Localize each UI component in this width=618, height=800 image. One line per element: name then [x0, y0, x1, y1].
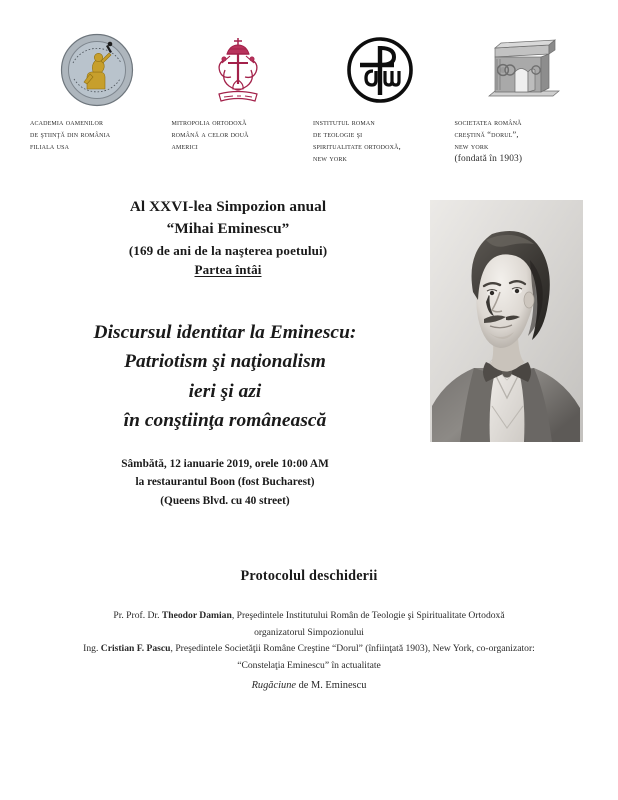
credit-role: “Constelaţia Eminescu” în actualitate	[237, 659, 381, 671]
credit-line	[0, 608, 618, 625]
mitropolia-ortodoxa-crest-icon	[168, 32, 310, 108]
event-address: (Queens Blvd. cu 40 street)	[160, 494, 290, 507]
organization-caption-dorul	[451, 117, 523, 166]
organization-block-mitropolia	[168, 32, 310, 153]
credit-role: , Preşedintele Institutului Român de Teologie şi Spiritualitate Ortodoxă	[231, 610, 505, 621]
credit-role: organizatorul Simpozionului	[254, 626, 364, 638]
caption-line: mitropolia ortodoxă	[171, 118, 247, 127]
caption-line: academia oamenilor	[30, 118, 104, 127]
caption-line: română a celor două	[171, 129, 249, 139]
page-title-line-2: “Mihai Eminescu”	[166, 220, 290, 238]
academia-oamenilor-de-stiinta-seal-icon	[26, 32, 168, 108]
caption-line: new york	[454, 141, 489, 151]
organization-caption-academia	[26, 117, 110, 153]
credit-line	[0, 658, 618, 675]
closing-work-title: Rugăciune	[251, 680, 296, 691]
program-heading: Protocolul deschiderii	[240, 568, 378, 584]
organization-caption-institutul	[309, 117, 401, 165]
program-credits	[0, 608, 618, 674]
caption-line: de teologie şi	[313, 129, 363, 139]
credit-name: Cristian F. Pascu	[100, 643, 171, 654]
event-datetime: Sâmbătă, 12 ianuarie 2019, orele 10:00 AM	[121, 458, 329, 470]
event-theme-block	[22, 318, 428, 436]
caption-line: societatea română	[454, 118, 522, 127]
credit-line	[0, 625, 618, 642]
credit-line	[0, 641, 618, 658]
organization-block-academia	[26, 32, 168, 153]
organization-caption-mitropolia	[168, 117, 249, 153]
event-datetime-venue	[22, 455, 428, 510]
caption-line: new york	[313, 153, 347, 163]
theme-line: ieri şi azi	[188, 380, 262, 402]
chi-rho-monogram-icon	[309, 32, 451, 108]
page-title-line-1: Al XXVI-lea Simpozion anual	[129, 198, 327, 215]
credit-role: , Preşedintele Societăţii Române Creştine “Dorul” (înfiinţată 1903), New York, co-organizator:	[170, 643, 535, 654]
event-title-block	[28, 196, 428, 279]
organizations-header	[0, 32, 618, 166]
event-venue: la restaurantul Boon (fost Bucharest)	[135, 476, 315, 489]
credit-prefix: Ing.	[83, 643, 101, 654]
credit-prefix: Pr. Prof. Dr.	[113, 610, 162, 621]
theme-line: Discursul identitar la Eminescu:	[93, 322, 357, 343]
mihai-eminescu-portrait	[430, 200, 583, 442]
arcul-de-triumf-icon	[451, 32, 593, 108]
event-part-label: Partea întâi	[194, 261, 262, 277]
theme-line: în conştiinţa românească	[123, 410, 327, 432]
closing-attribution: de M. Eminescu	[296, 680, 367, 691]
caption-line: institutul roman	[313, 118, 375, 127]
theme-line: Patriotism şi naţionalism	[124, 351, 326, 373]
caption-line: americi	[171, 141, 198, 151]
caption-line: spiritualitate ortodoxă,	[313, 141, 401, 151]
credit-name: Theodor Damian	[161, 610, 232, 621]
caption-line: filiala usa	[30, 141, 70, 151]
organization-block-dorul	[451, 32, 593, 166]
program-closing-item	[0, 680, 618, 691]
organization-block-institutul	[309, 32, 451, 165]
caption-line-founded: (fondată în 1903)	[454, 153, 523, 164]
caption-line: creştină “dorul”,	[454, 129, 519, 139]
event-subtitle: (169 de ani de la naşterea poetului)	[128, 242, 328, 258]
caption-line: de ştiinţă din românia	[30, 129, 111, 139]
